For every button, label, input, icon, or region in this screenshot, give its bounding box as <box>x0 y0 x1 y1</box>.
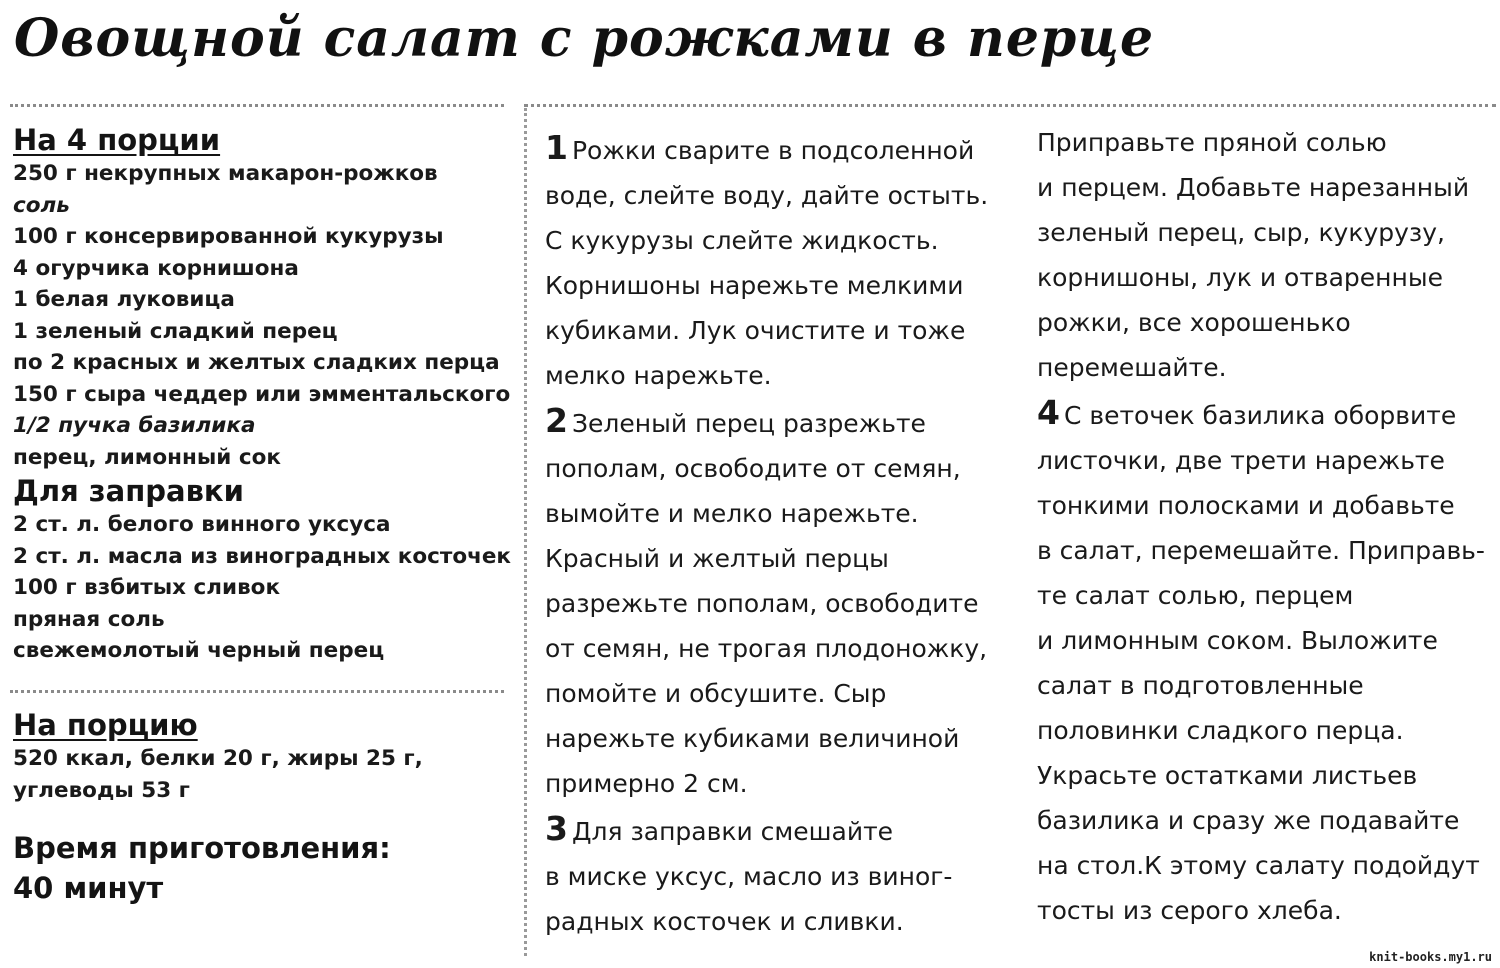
step-text: и перцем. Добавьте нарезанный <box>1037 173 1470 202</box>
step-text: тонкими полосками и добавьте <box>1037 491 1455 520</box>
step-line <box>1037 120 1492 165</box>
step-text: Приправьте пряной солью <box>1037 128 1387 157</box>
step-text: перемешайте. <box>1037 353 1227 382</box>
ingredient-item: 250 г некрупных макарон-рожков <box>13 161 438 186</box>
step-line <box>545 581 1015 626</box>
steps-column-2 <box>1037 120 1492 933</box>
step-text: тосты из серого хлеба. <box>1037 896 1342 925</box>
step-text: от семян, не трогая плодоножку, <box>545 634 988 663</box>
cooking-time-value: 40 минут <box>13 871 164 905</box>
step-text: нарежьте кубиками величиной <box>545 724 960 753</box>
column-divider <box>524 108 527 956</box>
ingredients-list <box>13 158 513 473</box>
step-text: Зеленый перец разрежьте <box>571 409 926 438</box>
step-line <box>545 263 1015 308</box>
step-text: кубиками. Лук очистите и тоже <box>545 316 966 345</box>
ingredient-item: перец, лимонный сок <box>13 444 281 470</box>
step-line <box>545 446 1015 491</box>
step-line <box>545 626 1015 671</box>
step-text: на стол.К этому салату подойдут <box>1037 851 1480 880</box>
step-text: Красный и желтый перцы <box>545 544 889 573</box>
step-text: помойте и обсушите. Сыр <box>545 679 887 708</box>
ingredient-item: 150 г сыра чеддер или эмментальского <box>13 381 511 407</box>
step-line <box>1037 438 1492 483</box>
step-line <box>1037 618 1492 663</box>
step-line <box>1037 300 1492 345</box>
step-text: С веточек базилика оборвите <box>1063 401 1457 430</box>
dressing-item: 2 ст. л. масла из виноградных косточек <box>13 543 512 569</box>
recipe-title: Овощной салат с рожками в перце <box>14 8 1155 69</box>
step-line <box>1037 255 1492 300</box>
step-text: С кукурузы слейте жидкость. <box>545 226 939 255</box>
step-text: в миске уксус, масло из виног- <box>545 862 953 891</box>
ingredient-item: 1 белая луковица <box>13 287 235 312</box>
step-line <box>1037 573 1492 618</box>
nutrition-heading: На порцию <box>13 708 198 742</box>
dressing-list <box>13 509 513 667</box>
step-text: рожки, все хорошенько <box>1037 308 1351 337</box>
step-text: Украсьте остатками листьев <box>1037 761 1418 790</box>
dressing-item: пряная соль <box>13 606 165 632</box>
step-line <box>545 308 1015 353</box>
dressing-item: свежемолотый черный перец <box>13 638 385 663</box>
step-text: примерно 2 см. <box>545 769 748 798</box>
step-line <box>545 173 1015 218</box>
step-text: вымойте и мелко нарежьте. <box>545 499 919 528</box>
ingredient-item: соль <box>13 192 70 218</box>
dressing-item: 2 ст. л. белого винного уксуса <box>13 512 391 537</box>
step-line <box>1037 708 1492 753</box>
dressing-item: 100 г взбитых сливок <box>13 575 281 600</box>
steps-column-1 <box>545 125 1015 944</box>
step-start-line <box>1037 390 1492 438</box>
step-text: базилика и сразу же подавайте <box>1037 806 1460 835</box>
step-text: воде, слейте воду, дайте остыть. <box>545 181 989 210</box>
step-line <box>1037 345 1492 390</box>
ingredients-heading: На 4 порции <box>13 123 221 157</box>
step-line <box>545 491 1015 536</box>
step-text: корнишоны, лук и отваренные <box>1037 263 1443 292</box>
ingredient-item: 1/2 пучка базилика <box>13 413 256 438</box>
step-number: 4 <box>1037 393 1060 432</box>
step-line <box>1037 483 1492 528</box>
step-text: половинки сладкого перца. <box>1037 716 1404 745</box>
step-text: зеленый перец, сыр, кукурузу, <box>1037 218 1445 247</box>
step-text: Рожки сварите в подсоленной <box>571 136 975 165</box>
step-line <box>1037 663 1492 708</box>
step-line <box>1037 210 1492 255</box>
left-top-divider <box>10 104 504 107</box>
step-line <box>545 671 1015 716</box>
step-text: радных косточек и сливки. <box>545 907 904 936</box>
step-number: 2 <box>545 401 568 440</box>
watermark: knit-books.my1.ru <box>1369 950 1492 964</box>
ingredient-item: 100 г консервированной кукурузы <box>13 224 444 249</box>
step-line <box>1037 753 1492 798</box>
step-text: разрежьте пополам, освободите <box>545 589 979 618</box>
step-line <box>1037 798 1492 843</box>
step-line <box>1037 888 1492 933</box>
step-text: те салат солью, перцем <box>1037 581 1354 610</box>
step-line <box>545 899 1015 944</box>
step-line <box>545 536 1015 581</box>
step-text: и лимонным соком. Выложите <box>1037 626 1438 655</box>
step-number: 3 <box>545 809 568 848</box>
cooking-time <box>13 828 513 908</box>
cooking-time-label: Время приготовления: <box>13 831 391 865</box>
dressing-heading: Для заправки <box>13 474 244 508</box>
ingredient-item: по 2 красных и желтых сладких перца <box>13 350 500 375</box>
step-text: Корнишоны нарежьте мелкими <box>545 271 964 300</box>
nutrition-line: 520 ккал, белки 20 г, жиры 25 г, <box>13 746 423 771</box>
step-line <box>545 854 1015 899</box>
step-start-line <box>545 398 1015 446</box>
nutrition-section <box>13 707 513 806</box>
step-text: листочки, две трети нарежьте <box>1037 446 1445 475</box>
step-number: 1 <box>545 128 568 167</box>
step-start-line <box>545 125 1015 173</box>
step-line <box>1037 165 1492 210</box>
step-text: Для заправки смешайте <box>571 817 894 846</box>
step-line <box>545 716 1015 761</box>
step-line <box>1037 843 1492 888</box>
step-line <box>545 353 1015 398</box>
step-text: мелко нарежьте. <box>545 361 772 390</box>
nutrition-divider <box>10 690 504 693</box>
step-text: пополам, освободите от семян, <box>545 454 961 483</box>
step-text: салат в подготовленные <box>1037 671 1364 700</box>
ingredients-section <box>13 122 513 667</box>
step-line <box>545 218 1015 263</box>
nutrition-line: углеводы 53 г <box>13 777 190 803</box>
ingredient-item: 4 огурчика корнишона <box>13 255 299 281</box>
step-line <box>545 761 1015 806</box>
step-start-line <box>545 806 1015 854</box>
right-top-divider <box>524 104 1496 107</box>
step-line <box>1037 528 1492 573</box>
step-text: в салат, перемешайте. Приправь- <box>1037 536 1485 565</box>
ingredient-item: 1 зеленый сладкий перец <box>13 318 338 344</box>
